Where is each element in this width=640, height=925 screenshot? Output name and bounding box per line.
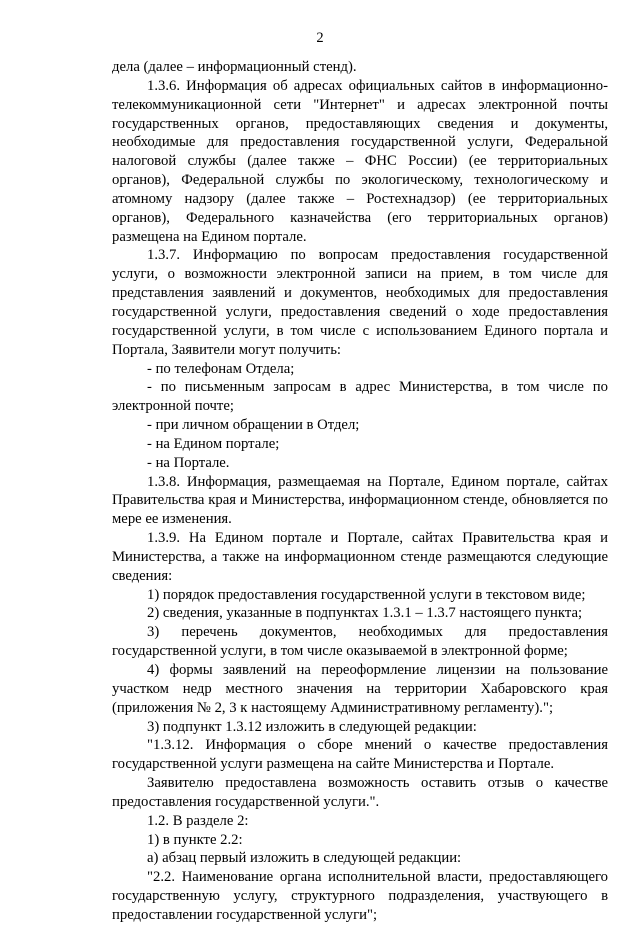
paragraph: дела (далее – информационный стенд). xyxy=(112,59,357,75)
list-item: 4) формы заявлений на переоформление лицензии на пользование участком недр местного значения на территории Хабаровского края (приложения № 2, 3 к настоящему Административному регламенту)."; xyxy=(112,662,608,716)
list-item: - на Портале. xyxy=(147,454,230,471)
list-item: а) абзац первый изложить в следующей редакции: xyxy=(147,850,462,867)
list-item: 1) порядок предоставления государственной услуги в текстовом виде; xyxy=(147,586,586,603)
paragraph: 1.3.8. Информация, размещаемая на Портале, Едином портале, сайтах Правительства края и Министерства, информационном стенде, обновляется по мере ее изменения. xyxy=(112,473,608,528)
page-number: 2 xyxy=(316,30,324,46)
list-item: - при личном обращении в Отдел; xyxy=(147,417,360,434)
list-item: 3) перечень документов, необходимых для предоставления государственной услуги, в том числе оказываемой в электронной форме; xyxy=(112,624,608,660)
quoted-paragraph: "1.3.12. Информация о сборе мнений о качестве предоставления государственной услуги размещена на сайте Министерства и Портале. xyxy=(112,737,608,773)
paragraph: 1.3.6. Информация об адресах официальных сайтов в информационно-телекоммуникационной сети "Интернет" и адресах электронной почты государственных органов, предоставляющих сведения и документы, необходимые для предоставления государственной услуги, Федеральной налоговой службы (далее также – ФНС России) (ее территориальных органов), Федеральной службы по экологическому, технологическому и атомному надзору (далее также – Ростехнадзор) (ее территориальных органов), Федерального казначейства (его территориальных органов) размещена на Едином портале. xyxy=(112,77,608,245)
list-item: - по телефонам Отдела; xyxy=(147,360,295,377)
list-item: 1) в пункте 2.2: xyxy=(147,831,243,848)
paragraph: 1.3.7. Информацию по вопросам предоставления государственной услуги, о возможности электронной записи на прием, в том числе для представления заявлений и документов, необходимых для предоставления государственной услуги, предоставления сведений о ходе предоставления государственной услуги, в том числе с использованием Единого портала и Портала, Заявители могут получить: xyxy=(112,247,608,358)
quoted-paragraph: "2.2. Наименование органа исполнительной власти, предоставляющего государственную услугу, структурного подразделения, участвующего в предоставлении государственной услуги"; xyxy=(112,869,608,923)
paragraph: 3) подпункт 1.3.12 изложить в следующей редакции: xyxy=(147,718,477,735)
paragraph: 1.3.9. На Едином портале и Портале, сайтах Правительства края и Министерства, а также на информационном стенде размещаются следующие сведения: xyxy=(112,530,608,584)
list-item: 2) сведения, указанные в подпунктах 1.3.1 – 1.3.7 настоящего пункта; xyxy=(147,605,583,622)
list-item: - на Едином портале; xyxy=(147,435,280,452)
quoted-paragraph: Заявителю предоставлена возможность оставить отзыв о качестве предоставления государственной услуги.". xyxy=(112,775,608,810)
list-item: - по письменным запросам в адрес Министерства, в том числе по электронной почте; xyxy=(112,379,608,415)
paragraph: 1.2. В разделе 2: xyxy=(147,812,249,829)
document-body xyxy=(112,58,608,925)
